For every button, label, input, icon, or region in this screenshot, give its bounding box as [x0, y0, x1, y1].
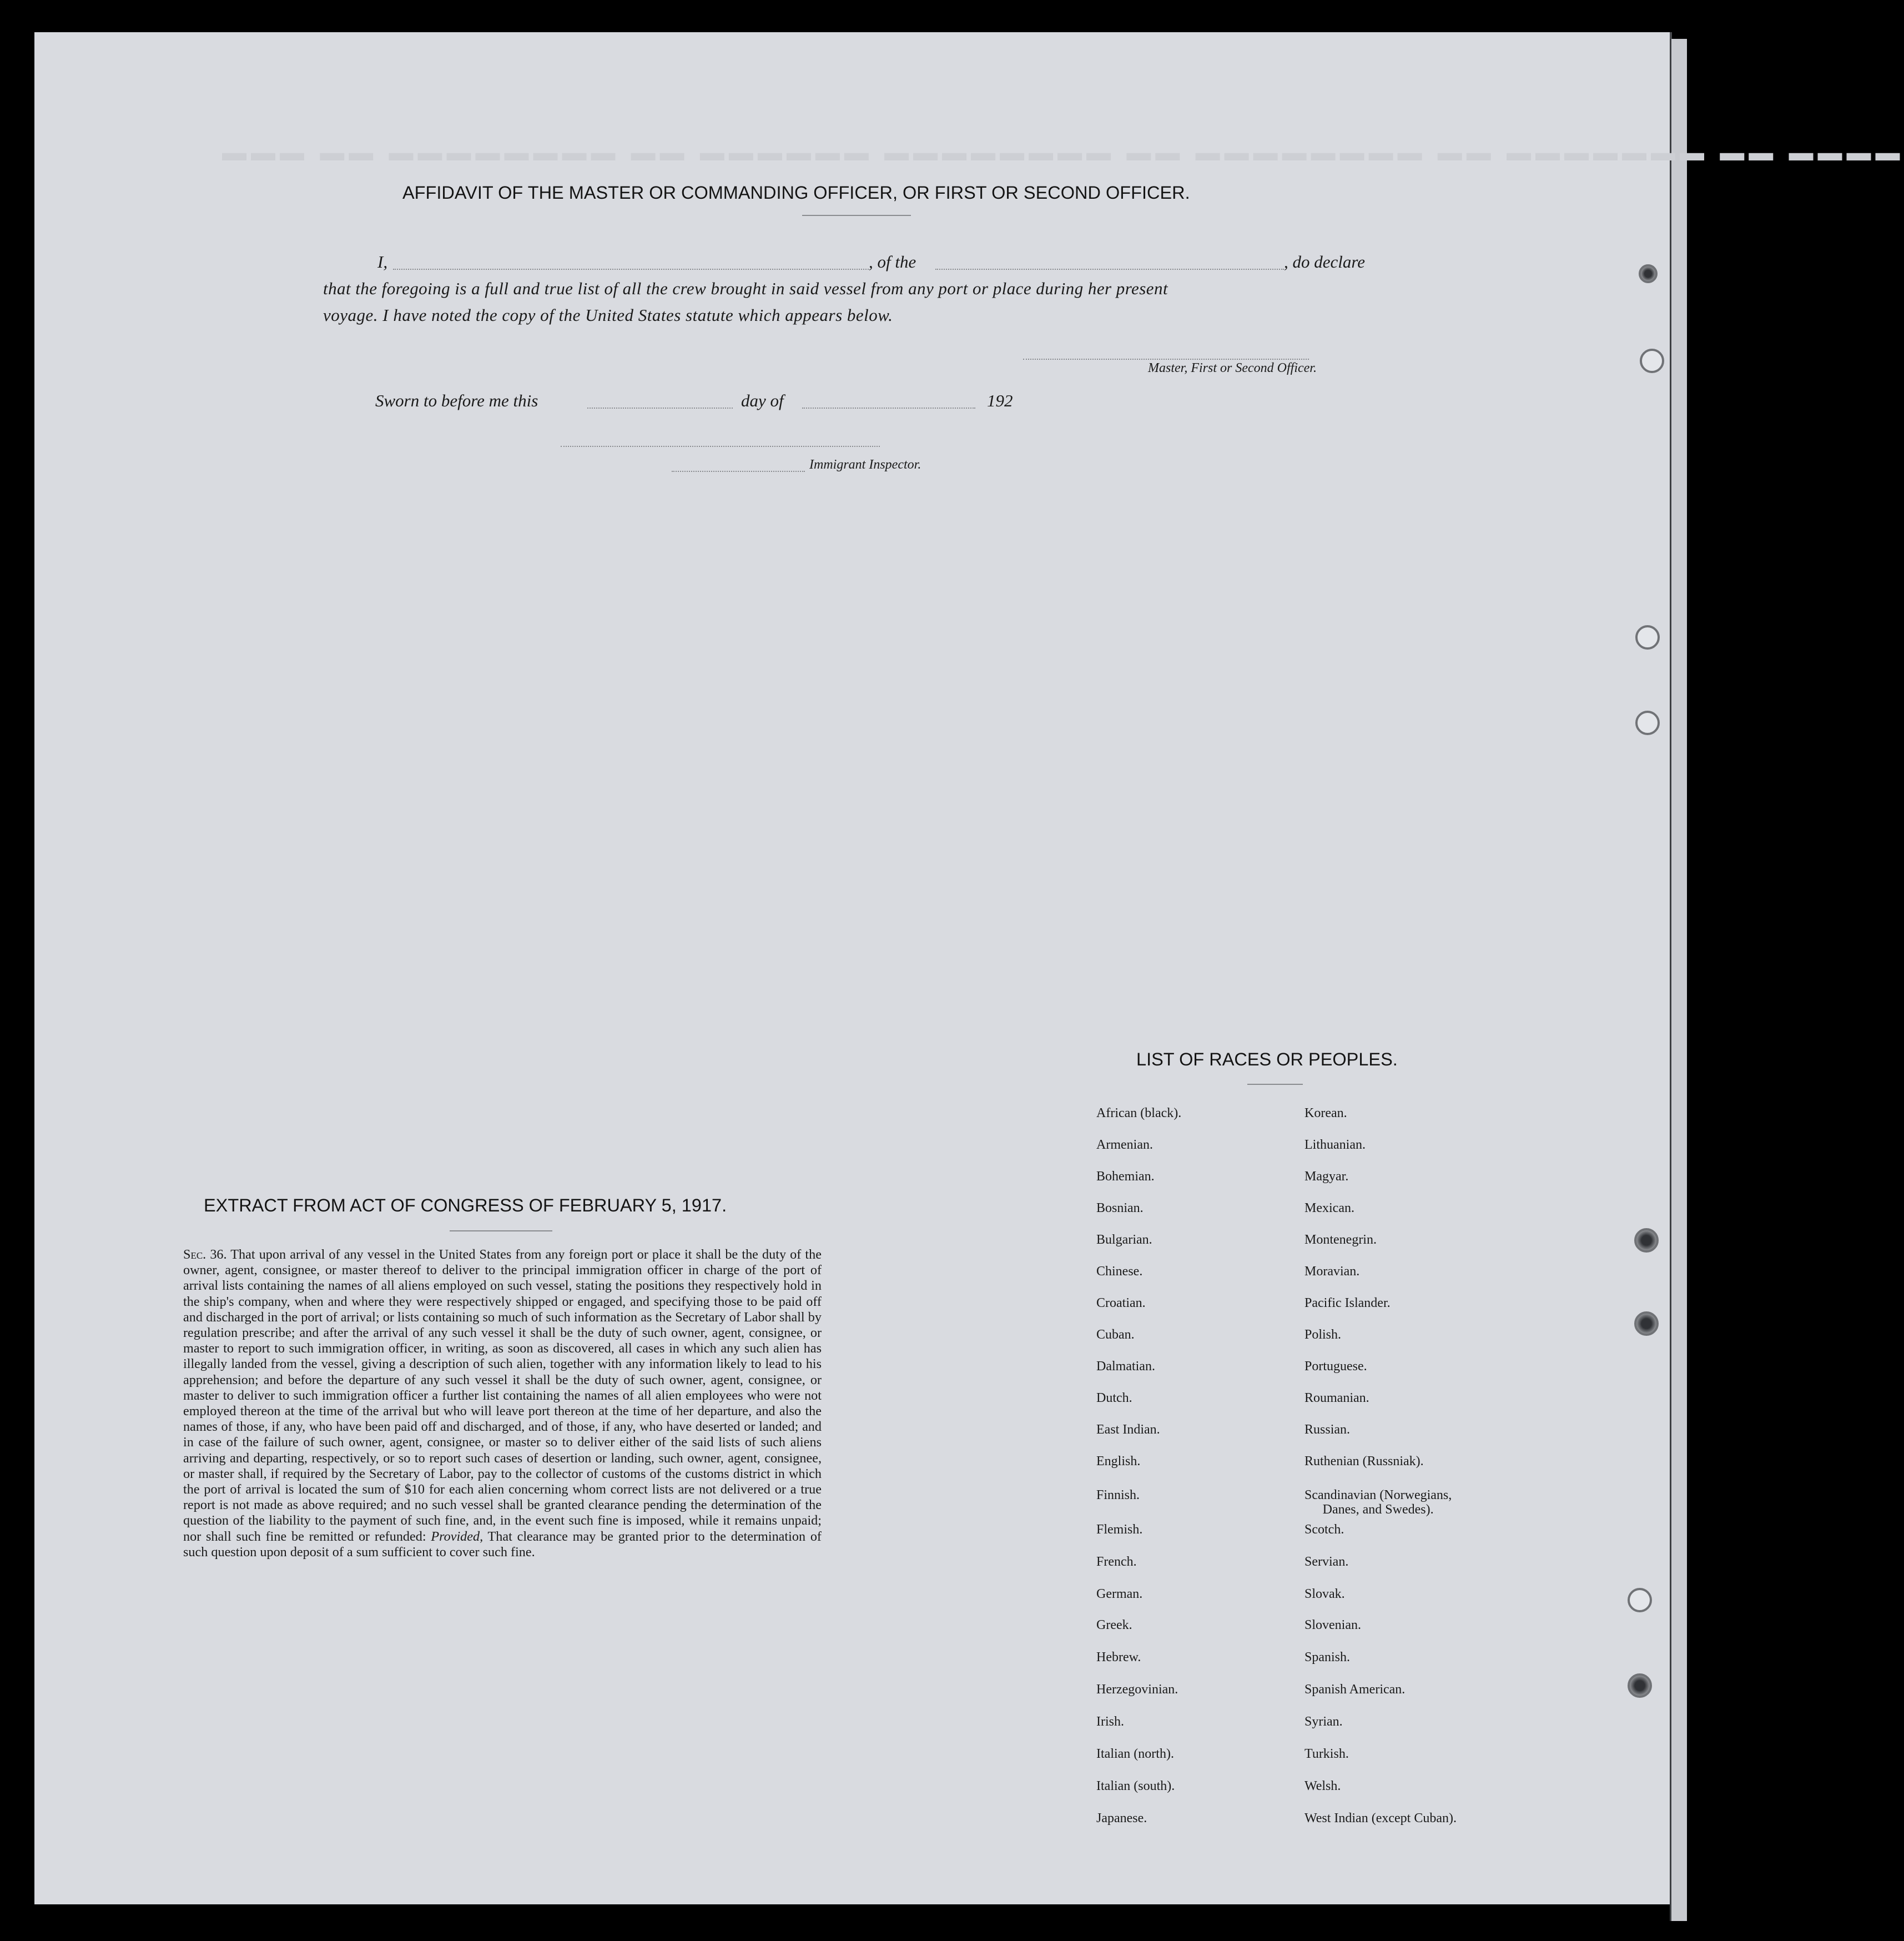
race-item: Dutch.	[1096, 1391, 1132, 1405]
race-item: Herzegovinian.	[1096, 1682, 1178, 1697]
race-item: Spanish American.	[1304, 1682, 1406, 1697]
race-item: Montenegrin.	[1304, 1233, 1377, 1247]
race-item: Pacific Islander.	[1304, 1296, 1391, 1310]
race-item: Turkish.	[1304, 1747, 1349, 1761]
punch-hole	[1635, 711, 1660, 735]
punch-hole	[1628, 1588, 1652, 1612]
race-item: African (black).	[1096, 1106, 1182, 1120]
day-of-label: day of	[741, 391, 784, 410]
race-item: Flemish.	[1096, 1522, 1143, 1537]
extract-title-rule	[450, 1230, 552, 1231]
race-item: Scotch.	[1304, 1522, 1344, 1537]
inspector-signature-line[interactable]	[672, 471, 805, 472]
bleed-through: ▬▬▬ ▬▬ ▬▬▬▬▬▬▬▬ ▬▬ ▬▬▬▬▬▬ ▬▬▬▬▬▬▬▬ ▬▬ ▬▬▬▬▬▬▬▬ ▬▬ ▬▬▬▬▬▬▬ ▬▬ ▬▬▬▬	[222, 139, 1904, 166]
races-title: LIST OF RACES OR PEOPLES.	[1136, 1049, 1398, 1069]
punch-hole	[1634, 1228, 1659, 1253]
race-item: English.	[1096, 1454, 1141, 1469]
race-item: Irish.	[1096, 1714, 1124, 1729]
race-item: Servian.	[1304, 1555, 1349, 1569]
race-item: Dalmatian.	[1096, 1359, 1155, 1374]
race-item: Roumanian.	[1304, 1391, 1369, 1405]
race-item: Finnish.	[1096, 1488, 1140, 1502]
inspector-top-line	[561, 446, 880, 447]
race-item: Mexican.	[1304, 1201, 1354, 1215]
punch-hole	[1628, 1673, 1652, 1698]
race-item: Armenian.	[1096, 1138, 1153, 1152]
sworn-day-line[interactable]	[587, 408, 733, 409]
race-item: Polish.	[1304, 1327, 1342, 1342]
races-title-rule	[1247, 1084, 1303, 1085]
race-item: Scandinavian (Norwegians, Danes, and Swedes).	[1304, 1488, 1452, 1517]
race-item: Cuban.	[1096, 1327, 1135, 1342]
punch-hole	[1634, 1311, 1659, 1336]
race-item: Hebrew.	[1096, 1650, 1141, 1665]
race-item: Bulgarian.	[1096, 1233, 1152, 1247]
race-item: Chinese.	[1096, 1264, 1143, 1279]
punch-hole	[1639, 264, 1658, 283]
affidavit-i-label: I,	[377, 252, 388, 271]
race-item: Korean.	[1304, 1106, 1347, 1120]
sworn-month-line[interactable]	[802, 408, 975, 409]
master-label: Master, First or Second Officer.	[1148, 361, 1317, 375]
affidavit-of-the: , of the	[869, 252, 916, 271]
vessel-line[interactable]	[935, 269, 1284, 270]
punch-hole	[1635, 625, 1660, 650]
race-item: Spanish.	[1304, 1650, 1351, 1665]
affidavit-title: AFFIDAVIT OF THE MASTER OR COMMANDING OFFICER, OR FIRST OR SECOND OFFICER.	[402, 183, 1190, 203]
affidavit-line-2: that the foregoing is a full and true list of all the crew brought in said vessel from any port or place during her present	[323, 279, 1168, 298]
race-item: German.	[1096, 1587, 1143, 1601]
punch-hole	[1640, 349, 1664, 373]
inspector-label: Immigrant Inspector.	[809, 457, 921, 472]
affidavit-do-declare: , do declare	[1284, 252, 1366, 271]
sworn-label: Sworn to before me this	[375, 391, 538, 410]
race-item: Greek.	[1096, 1618, 1132, 1632]
extract-title: EXTRACT FROM ACT OF CONGRESS OF FEBRUARY 5, 1917.	[204, 1195, 727, 1215]
race-item: Ruthenian (Russniak).	[1304, 1454, 1424, 1469]
affidavit-line-3: voyage. I have noted the copy of the United States statute which appears below.	[323, 305, 893, 325]
race-item: Lithuanian.	[1304, 1138, 1366, 1152]
extract-text	[183, 1247, 822, 1560]
race-item: Syrian.	[1304, 1714, 1343, 1729]
affidavit-title-rule	[802, 215, 911, 216]
race-item: Japanese.	[1096, 1811, 1147, 1826]
master-signature-line[interactable]	[1023, 359, 1309, 360]
race-item: West Indian (except Cuban).	[1304, 1811, 1457, 1826]
name-line[interactable]	[393, 269, 869, 270]
section-label: Sec. 36.	[183, 1247, 227, 1262]
race-item: Welsh.	[1304, 1779, 1341, 1793]
extract-text-main: That upon arrival of any vessel in the United States from any foreign port or place it shall be the duty of the owner, agent, consignee, or master thereof to deliver to the principal immigration officer in charge of the port of arrival lists containing the names of all aliens employed on such vessel, stating the positions they respectively hold in the ship's company, when and where they were respectively shipped or engaged, and specifying those to be paid off and discharged in the port of arrival; or lists containing so much of such information as the Secretary of Labor shall by regulation prescribe; and after the arrival of any such vessel it shall be the duty of such owner, agent, consignee, or master to report to such immigration officer, in writing, as soon as discovered, all cases in which any such alien has illegally landed from the vessel, giving a description of such alien, together with any information likely to lead to his apprehension; and before the departure of any such vessel it shall be the duty of such owner, agent, consignee, or master to deliver to such immigration officer a further list containing the names of all alien employees who were not employed thereon at the time of the arrival but who will leave port thereon at the time of her departure, and also the names of those, if any, who have been paid off and discharged, and of those, if any, who have deserted or landed; and in case of the failure of such owner, agent, consignee, or master so to deliver either of the said lists of such aliens arriving and departing, respectively, or so to report such cases of desertion or landing, such owner, agent, consignee, or master shall, if required by the Secretary of Labor, pay to the collector of customs of the customs district in which the port of arrival is located the sum of $10 for each alien concerning whom correct lists are not delivered or a true report is not made as above required; and no such vessel shall be granted clearance pending the determination of the question of the liability to the payment of such fine, and, in the event such fine is imposed, while it remains unpaid; nor shall such fine be remitted or refunded:	[183, 1247, 822, 1544]
race-item: East Indian.	[1096, 1422, 1160, 1437]
race-item: French.	[1096, 1555, 1137, 1569]
race-item: Italian (north).	[1096, 1747, 1174, 1761]
race-item: Italian (south).	[1096, 1779, 1175, 1793]
race-item: Moravian.	[1304, 1264, 1360, 1279]
race-item: Croatian.	[1096, 1296, 1146, 1310]
race-item: Magyar.	[1304, 1169, 1349, 1184]
race-item: Russian.	[1304, 1422, 1351, 1437]
provided-term: Provided,	[431, 1528, 483, 1544]
year-label: 192	[987, 391, 1013, 410]
race-item: Bohemian.	[1096, 1169, 1155, 1184]
page-edge	[1670, 39, 1687, 1921]
race-item: Portuguese.	[1304, 1359, 1367, 1374]
race-item: Slovenian.	[1304, 1618, 1361, 1632]
extract-text-end: That clearance may be granted prior to the determination of such question upon deposit of a sum sufficient to cover such fine.	[183, 1528, 822, 1560]
race-item: Bosnian.	[1096, 1201, 1144, 1215]
race-item: Slovak.	[1304, 1587, 1345, 1601]
